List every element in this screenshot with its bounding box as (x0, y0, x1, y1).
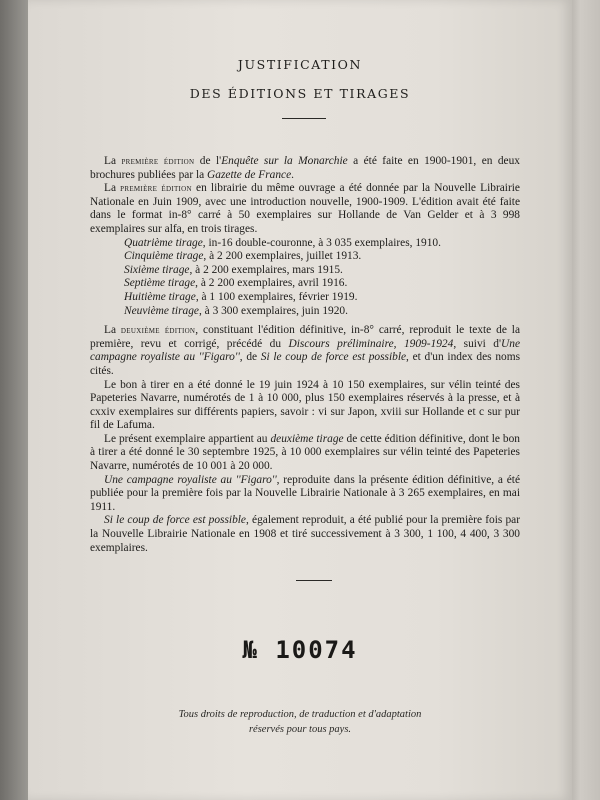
tirage-line: Sixième tirage, à 2 200 exemplaires, mars 1915. (124, 263, 343, 276)
rights-notice-line2: réservés pour tous pays. (248, 724, 352, 735)
justification-text (90, 155, 520, 555)
paragraph-present-copy: Le présent exemplaire appartient au deuxième tirage de cette édition définitive, dont le bon à tirer a été donné le 30 septembre 1925, à 10 000 exemplaires sur vélin teinté des Papeteries Navarre, numérotés de 10 001 à 20 000. (90, 432, 520, 473)
page-title-line1: JUSTIFICATION (237, 57, 363, 72)
paragraph-print-run: Le bon à tirer en a été donné le 19 juin 1924 à 10 150 exemplaires, sur vélin teinté des Papeteries Navarre, numérotés de 1 à 10 000, plus 150 exemplaires réservés à la presse, et à cxxiv exemplaires sur différents papiers, savoir : vi sur Japon, xviii sur Hollande et c sur pur fil de Lafuma. (90, 378, 520, 432)
paragraph-coup-de-force: Si le coup de force est possible, également reproduit, a été publié pour la première fois par la Nouvelle Librairie Nationale en 1908 et tiré successivement à 3 300, 1 100, 4 400, 3 300 exemplaires. (90, 514, 521, 554)
title-divider (282, 118, 326, 119)
page-title-line2: DES ÉDITIONS ET TIRAGES (189, 86, 411, 101)
rights-notice-line1: Tous droits de reproduction, de traduction et d'adaptation (178, 709, 422, 720)
paragraph-first-edition: La première édition de l'Enquête sur la Monarchie a été faite en 1900-1901, en deux brochures publiées par la Gazette de France. (90, 155, 520, 181)
book-binding-shadow (0, 0, 28, 800)
copy-number: № 10074 (242, 636, 358, 664)
tirage-line: Cinquième tirage, à 2 200 exemplaires, juillet 1913. (124, 250, 362, 263)
paragraph-figaro-campaign: Une campagne royaliste au ''Figaro'', reproduite dans la présente édition définitive, a été publiée pour la première fois par la Nouvelle Librairie Nationale à 3 265 exemplaires, en mai 1911. (90, 473, 520, 513)
tirage-line: Huitième tirage, à 1 100 exemplaires, février 1919. (124, 290, 358, 303)
paragraph-second-edition: La deuxième édition, constituant l'édition définitive, in-8° carré, reproduit le texte de la première, revu et corrigé, précédé du Discours préliminaire, 1909-1924, suivi d'Une campagne royaliste au ''Figaro'', de Si le coup de force est possible, et d'un index des noms cités. (90, 324, 521, 377)
paragraph-first-library-edition: La première édition en librairie du même ouvrage a été donnée par la Nouvelle Librairie Nationale en Juin 1909, avec une introduction nouvelle, 1900-1909. L'édition avait été faite dans le format in-8° carré à 50 exemplaires sur Hollande de Van Gelder et à 3 998 exemplaires sur alfa, en trois tirages. (90, 182, 520, 235)
section-divider (296, 580, 332, 581)
tirage-line: Quatrième tirage, in-16 double-couronne, à 3 035 exemplaires, 1910. (124, 236, 441, 249)
tirage-line: Septième tirage, à 2 200 exemplaires, avril 1916. (124, 277, 348, 290)
tirage-line: Neuvième tirage, à 3 300 exemplaires, juin 1920. (124, 304, 348, 317)
adjacent-page-edge (572, 0, 600, 800)
printed-page (28, 0, 572, 800)
